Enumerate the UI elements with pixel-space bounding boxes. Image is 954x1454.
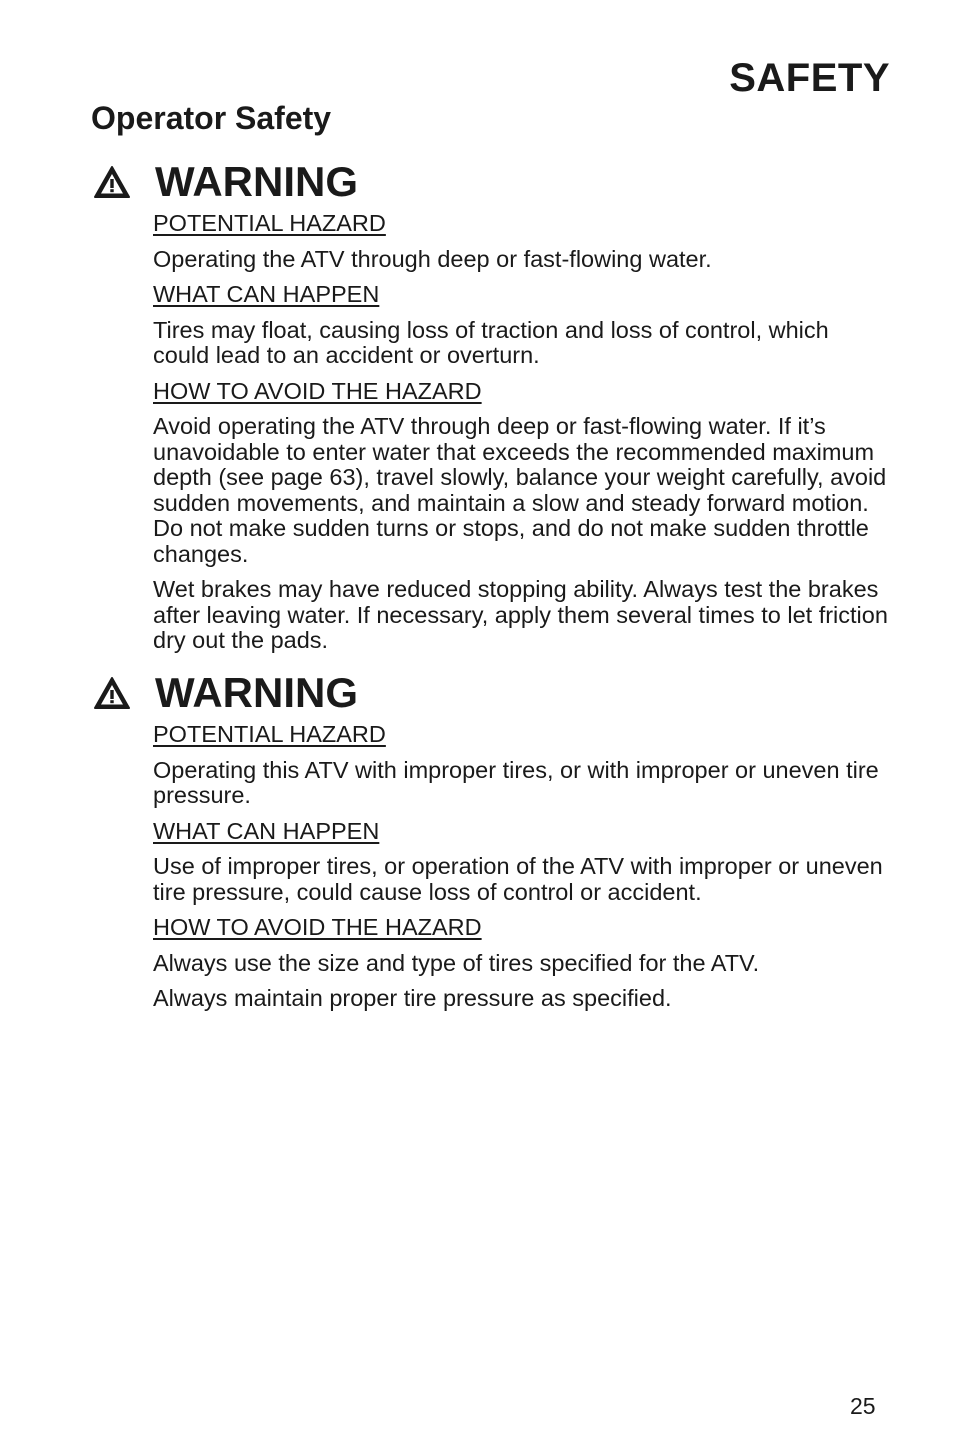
warning-content [153, 211, 891, 654]
page-number: 25 [850, 1393, 876, 1419]
potential-hazard-heading: POTENTIAL HAZARD [153, 721, 386, 747]
potential-hazard-text: Operating the ATV through deep or fast-flowing water. [153, 245, 712, 272]
warning-title: WARNING [155, 669, 358, 716]
what-can-happen-heading: WHAT CAN HAPPEN [153, 817, 380, 844]
warning-triangle-icon [93, 676, 131, 710]
what-can-happen-text: Use of improper tires, or operation of the ATV with improper or uneven tire pressure, could cause loss of control or accident. [153, 853, 883, 905]
how-to-avoid-paragraph: Always maintain proper tire pressure as specified. [153, 985, 672, 1011]
warning-block [91, 669, 891, 1012]
section-title: Operator Safety [91, 100, 332, 136]
warning-content [153, 722, 891, 1012]
what-can-happen-text: Tires may float, causing loss of traction and loss of control, which could lead to an accident or overturn. [153, 316, 829, 368]
how-to-avoid-paragraph: Always use the size and type of tires specified for the ATV. [153, 949, 760, 976]
how-to-avoid-heading: HOW TO AVOID THE HAZARD [153, 377, 482, 404]
how-to-avoid-paragraph: Avoid operating the ATV through deep or fast-flowing water. If it’s unavoidable to enter water that exceeds the recommended maximum depth (see page 63), travel slowly, balance your weight carefully, avoid sudden movements, and maintain a slow and steady forward motion. Do not make sudden turns or stops, and do not make sudden throttle changes. [153, 413, 887, 567]
warning-block [91, 158, 891, 654]
warning-header [91, 158, 891, 206]
potential-hazard-text: Operating this ATV with improper tires, or with improper or uneven tire pressure. [153, 756, 879, 808]
how-to-avoid-paragraph: Wet brakes may have reduced stopping ability. Always test the brakes after leaving water. If necessary, apply them several times to let friction dry out the pads. [153, 576, 888, 653]
how-to-avoid-heading: HOW TO AVOID THE HAZARD [153, 914, 482, 940]
warning-triangle-icon [93, 165, 131, 199]
page-header-title: SAFETY [729, 56, 890, 100]
what-can-happen-heading: WHAT CAN HAPPEN [153, 281, 380, 307]
warning-header [91, 669, 891, 717]
potential-hazard-heading: POTENTIAL HAZARD [153, 210, 386, 236]
warning-title: WARNING [155, 158, 358, 205]
